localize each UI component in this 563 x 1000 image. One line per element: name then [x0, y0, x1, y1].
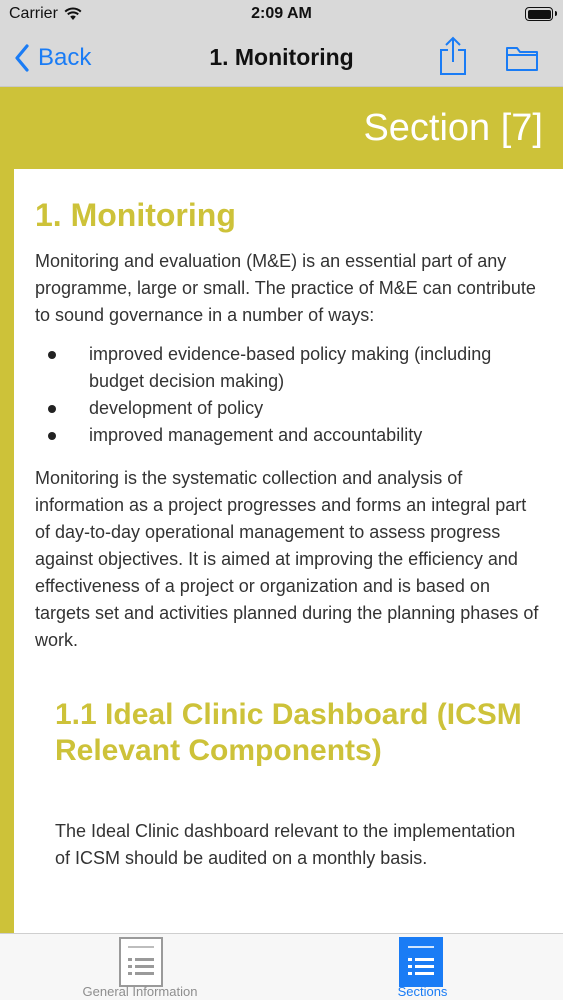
back-button[interactable] — [14, 42, 91, 74]
tab-label: Sections — [397, 984, 448, 999]
chevron-left-icon — [14, 44, 30, 72]
nav-title: 1. Monitoring — [209, 44, 354, 70]
monitoring-paragraph: Monitoring is the systematic collection and analysis of information as a project progresses and forms an integral part of day-to-day operational management to assess progress against objectives. It is aimed at improving the efficiency and effectiveness of a project or organization and is based on targets set and activities planned during the planning phases of work. — [35, 468, 539, 650]
status-time: 2:09 AM — [251, 5, 312, 22]
carrier-label: Carrier — [9, 5, 58, 22]
article-subheading: 1.1 Ideal Clinic Dashboard (ICSM Relevant Components) — [55, 698, 522, 767]
bullet-list — [35, 341, 540, 449]
article-heading: 1. Monitoring — [35, 197, 236, 233]
tab-label: General Information — [82, 984, 198, 999]
list-item: development of policy — [35, 395, 540, 422]
list-item: improved management and accountability — [35, 422, 540, 449]
section-title: Section [7] — [363, 107, 543, 149]
document-list-icon — [118, 936, 164, 988]
tab-general-information[interactable] — [60, 934, 220, 1000]
intro-paragraph: Monitoring and evaluation (M&E) is an essential part of any programme, large or small. The practice of M&E can contribute to sound governance in a number of ways: — [35, 251, 536, 325]
accent-stripe — [0, 169, 14, 933]
list-item: improved evidence-based policy making (including budget decision making) — [35, 341, 540, 395]
share-icon[interactable] — [436, 36, 470, 76]
navigation-bar — [0, 30, 563, 87]
sections-list-icon — [398, 936, 444, 988]
dashboard-paragraph: The Ideal Clinic dashboard relevant to the implementation of ICSM should be audited on a monthly basis. — [55, 821, 516, 868]
back-label: Back — [38, 44, 92, 71]
folder-icon[interactable] — [505, 44, 539, 72]
section-header — [0, 87, 563, 169]
tab-bar — [0, 933, 563, 1000]
article-content[interactable] — [14, 169, 563, 933]
battery-icon — [525, 7, 553, 21]
tab-sections[interactable] — [370, 934, 475, 1000]
status-bar — [0, 0, 563, 30]
